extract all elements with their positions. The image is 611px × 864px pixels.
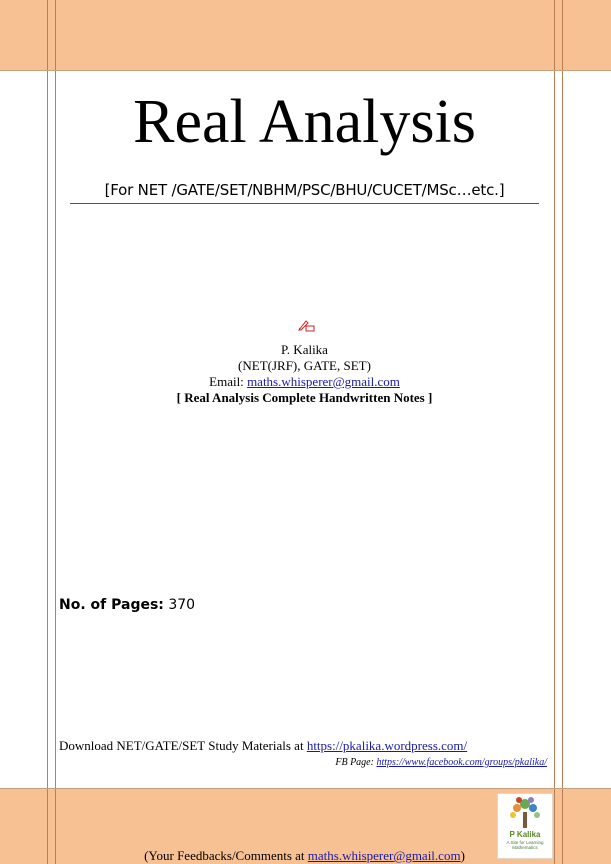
author-name: P. Kalika (281, 342, 328, 357)
top-decorative-band (0, 0, 611, 70)
document-title: Real Analysis (133, 88, 476, 156)
top-band-divider (0, 70, 611, 71)
logo-tagline: A Site for Learning Mathematics (506, 840, 544, 850)
page-count (59, 597, 195, 613)
author-email-link[interactable]: maths.whisperer@gmail.com (247, 374, 400, 389)
download-text: Download NET/GATE/SET Study Materials at (59, 738, 307, 753)
feedback-prefix: (Your Feedbacks/Comments at (144, 848, 308, 863)
email-label: Email: (209, 374, 248, 389)
tree-icon (498, 794, 552, 830)
bottom-band-divider (0, 788, 611, 789)
feedback-email-link[interactable]: maths.whisperer@gmail.com (307, 848, 461, 863)
notes-description: [ Real Analysis Complete Handwritten Notes ] (176, 390, 433, 405)
website-link[interactable]: https://pkalika.wordpress.com/ (306, 738, 468, 753)
document-subtitle: [For NET /GATE/SET/NBHM/PSC/BHU/CUCET/MSc…etc.] (104, 181, 505, 199)
right-border-line (562, 0, 563, 864)
left-border-line (47, 0, 48, 864)
author-credentials: (NET(JRF), GATE, SET) (238, 358, 371, 373)
feedback-line (55, 848, 554, 864)
fb-page-line (335, 757, 547, 768)
logo-title: P Kalika (509, 830, 541, 839)
download-line (59, 738, 467, 754)
feedback-suffix: ) (460, 848, 465, 863)
right-inner-border-line (554, 0, 555, 864)
page-count-value: 370 (168, 597, 196, 613)
title-rule (70, 203, 539, 204)
author-email-line (55, 374, 554, 390)
fb-label: FB Page: (335, 757, 377, 768)
fb-page-link[interactable]: https://www.facebook.com/groups/pkalika/ (376, 757, 547, 768)
pen-writing-icon (297, 318, 315, 332)
page-count-label: No. of Pages: (59, 597, 164, 613)
